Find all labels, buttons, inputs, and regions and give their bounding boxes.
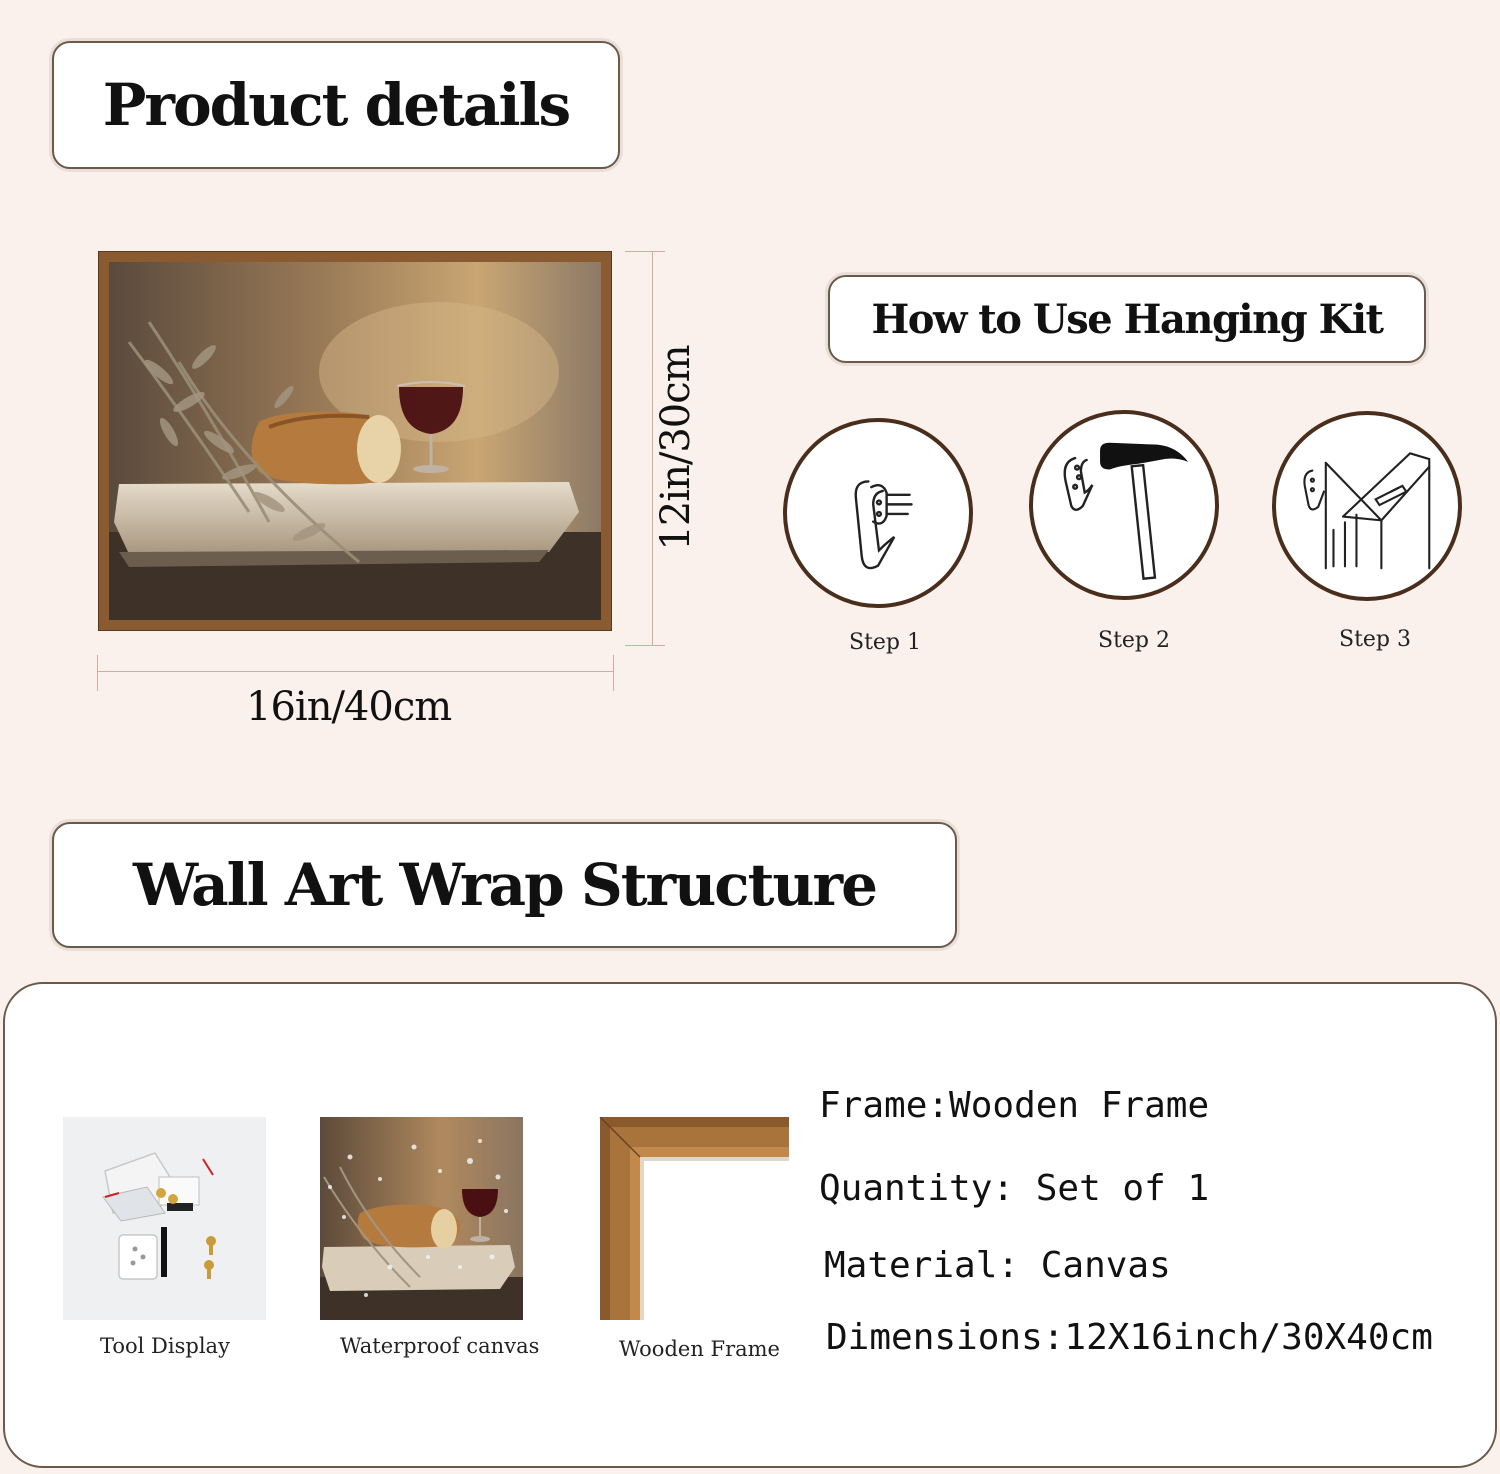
height-dimension-label: 12in/30cm xyxy=(653,345,699,551)
hang-on-wall-icon xyxy=(1276,415,1458,597)
spec-material: Material: Canvas xyxy=(824,1245,1171,1286)
painting-preview xyxy=(99,252,611,630)
hammer-hook-icon xyxy=(1033,414,1215,596)
hanging-tools-image xyxy=(63,1117,266,1320)
product-details-title: Product details xyxy=(102,71,570,139)
width-dimension-tick-left xyxy=(97,655,98,691)
product-details-heading xyxy=(52,41,620,169)
wooden-frame-thumbnail xyxy=(586,1117,789,1320)
width-dimension-label: 16in/40cm xyxy=(246,684,452,730)
still-life-painting xyxy=(109,262,601,620)
wooden-frame-corner-image xyxy=(586,1117,789,1320)
waterproof-canvas-label: Waterproof canvas xyxy=(340,1334,540,1358)
width-dimension-line xyxy=(98,671,613,672)
spec-frame: Frame:Wooden Frame xyxy=(819,1085,1210,1126)
hanging-kit-heading xyxy=(828,275,1426,363)
step-3-label: Step 3 xyxy=(1339,627,1412,652)
hanging-kit-title: How to Use Hanging Kit xyxy=(871,295,1383,343)
sawtooth-hook-icon xyxy=(787,422,969,604)
step-3-circle xyxy=(1272,411,1462,601)
waterproof-canvas-thumbnail xyxy=(320,1117,523,1320)
wooden-frame-label: Wooden Frame xyxy=(619,1337,780,1361)
wrap-structure-title: Wall Art Wrap Structure xyxy=(132,851,877,919)
height-dimension-tick-bottom xyxy=(625,645,665,646)
step-1-circle xyxy=(783,418,973,608)
height-dimension-tick-top xyxy=(625,251,665,252)
waterproof-canvas-image xyxy=(320,1117,523,1320)
tool-display-label: Tool Display xyxy=(100,1334,230,1358)
spec-dimensions: Dimensions:12X16inch/30X40cm xyxy=(826,1317,1433,1358)
step-2-circle xyxy=(1029,410,1219,600)
width-dimension-tick-right xyxy=(613,655,614,691)
spec-quantity: Quantity: Set of 1 xyxy=(819,1168,1210,1209)
step-1-label: Step 1 xyxy=(849,630,922,655)
tool-display-thumbnail xyxy=(63,1117,266,1320)
step-2-label: Step 2 xyxy=(1098,628,1171,653)
wrap-structure-heading xyxy=(52,822,957,948)
